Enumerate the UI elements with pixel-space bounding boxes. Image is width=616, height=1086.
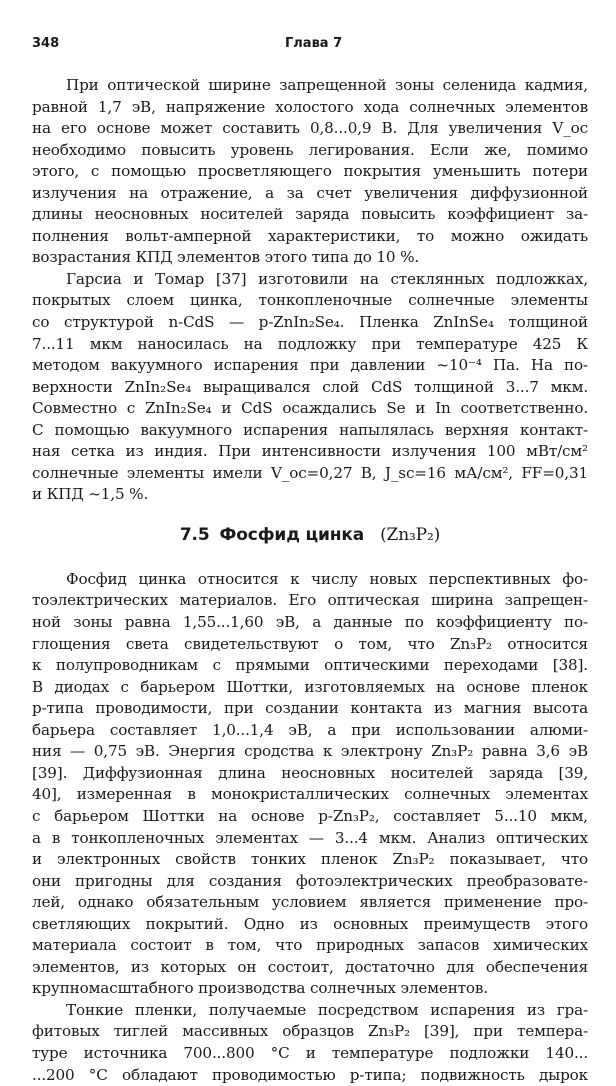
text-line: При оптической ширине запрещенной зоны селенида кадмия, <box>66 76 588 94</box>
text-line: необходимо повысить уровень легирования. Если же, помимо <box>32 140 588 159</box>
page-number: 348 <box>32 36 60 51</box>
text-line: солнечные элементы имели V_oc=0,27 В, J_sc=16 мА/см², FF=0,31 <box>32 463 588 482</box>
text-line: Фосфид цинка относится к числу новых перспективных фо- <box>66 569 588 588</box>
text-line: длины неосновных носителей заряда повысить коэффициент за- <box>32 205 588 224</box>
text-line: они пригодны для создания фотоэлектрических преобразовате- <box>32 871 588 890</box>
text-line: Совместно с ZnIn₂Se₄ и CdS осаждались Se и In соответственно. <box>32 399 588 418</box>
text-line: крупномасштабного производства солнечных элементов. <box>32 979 488 998</box>
running-header <box>32 36 588 58</box>
text-line: методом вакуумного испарения при давлении ~10⁻⁴ Па. На по- <box>32 356 588 375</box>
text-line: ...200 °С обладают проводимостью p-типа; подвижность дырок <box>32 1065 588 1084</box>
paragraph-1 <box>32 75 588 269</box>
text-line: лей, однако обязательным условием является применение про- <box>32 893 588 912</box>
text-line: и электронных свойств тонких пленок Zn₃P₂ показывает, что <box>32 850 588 869</box>
text-line: [39]. Диффузионная длина неосновных носителей заряда [39, <box>32 763 588 782</box>
section-number: 7.5 <box>179 524 210 545</box>
paragraph-4 <box>32 1000 588 1086</box>
text-line: с барьером Шоттки на основе p-Zn₃P₂, составляет 5...10 мкм, <box>32 806 588 825</box>
page-body <box>32 75 588 1086</box>
text-line: фитовых тиглей массивных образцов Zn₃P₂ [39], при темпера- <box>32 1022 588 1041</box>
text-line: 7...11 мкм наносилась на подложку при температуре 425 К <box>32 334 588 353</box>
text-line: к полупроводникам с прямыми оптическими переходами [38]. <box>32 656 588 675</box>
text-line: этого, с помощью просветляющего покрытия уменьшить потери <box>32 162 588 181</box>
text-line: полнения вольт-амперной характеристики, то можно ожидать <box>32 226 588 245</box>
chapter-title: Глава 7 <box>285 36 343 51</box>
text-line: светляющих покрытий. Одно из основных преимуществ этого <box>32 914 588 933</box>
paragraph-3 <box>32 569 588 1000</box>
text-line: ной зоны равна 1,55...1,60 эВ, а данные по коэффициенту по- <box>32 613 588 632</box>
text-line: ная сетка из индия. При интенсивности излучения 100 мВт/см² <box>32 442 588 461</box>
text-line: В диодах с барьером Шоттки, изготовляемых на основе пленок <box>32 677 588 696</box>
text-line: излучения на отражение, а за счет увеличения диффузионной <box>32 183 588 202</box>
section-heading <box>32 511 588 560</box>
text-line: p-типа проводимости, при создании контакта из магния высота <box>32 699 588 718</box>
text-line: материала состоит в том, что природных запасов химических <box>32 936 588 955</box>
text-line: ния — 0,75 эВ. Энергия сродства к электрону Zn₃P₂ равна 3,6 эВ <box>32 742 588 761</box>
text-line: возрастания КПД элементов этого типа до 10 %. <box>32 248 420 267</box>
text-line: 40], измеренная в монокристаллических солнечных элементах <box>32 785 588 804</box>
text-line: Гарсиа и Томар [37] изготовили на стеклянных подложках, <box>66 269 588 288</box>
text-line: равной 1,7 эВ, напряжение холостого хода солнечных элементов <box>32 97 588 116</box>
section-formula: (Zn₃P₂) <box>380 524 441 545</box>
text-line: на его основе может составить 0,8...0,9 В. Для увеличения V_oc <box>32 119 588 138</box>
text-line: покрытых слоем цинка, тонкопленочные солнечные элементы <box>32 291 588 310</box>
paragraph-2 <box>32 269 588 506</box>
text-line: С помощью вакуумного испарения напылялась верхняя контакт- <box>32 420 588 439</box>
text-line: барьера составляет 1,0...1,4 эВ, а при использовании алюми- <box>32 720 588 739</box>
text-line: а в тонкопленочных элементах — 3...4 мкм. Анализ оптических <box>32 828 588 847</box>
text-line: и КПД ~1,5 %. <box>32 485 149 504</box>
text-line: элементов, из которых он состоит, достаточно для обеспечения <box>32 957 588 976</box>
text-line: туре источника 700...800 °С и температуре подложки 140... <box>32 1043 588 1062</box>
section-title: Фосфид цинка <box>219 524 365 545</box>
text-line: тоэлектрических материалов. Его оптическая ширина запрещен- <box>32 591 588 610</box>
text-line: Тонкие пленки, получаемые посредством испарения из гра- <box>66 1000 588 1019</box>
text-line: со структурой n-CdS — p-ZnIn₂Se₄. Пленка ZnInSe₄ толщиной <box>32 313 588 332</box>
text-line: верхности ZnIn₂Se₄ выращивался слой CdS толщиной 3...7 мкм. <box>32 377 588 396</box>
text-line: глощения света свидетельствуют о том, что Zn₃P₂ относится <box>32 634 588 653</box>
